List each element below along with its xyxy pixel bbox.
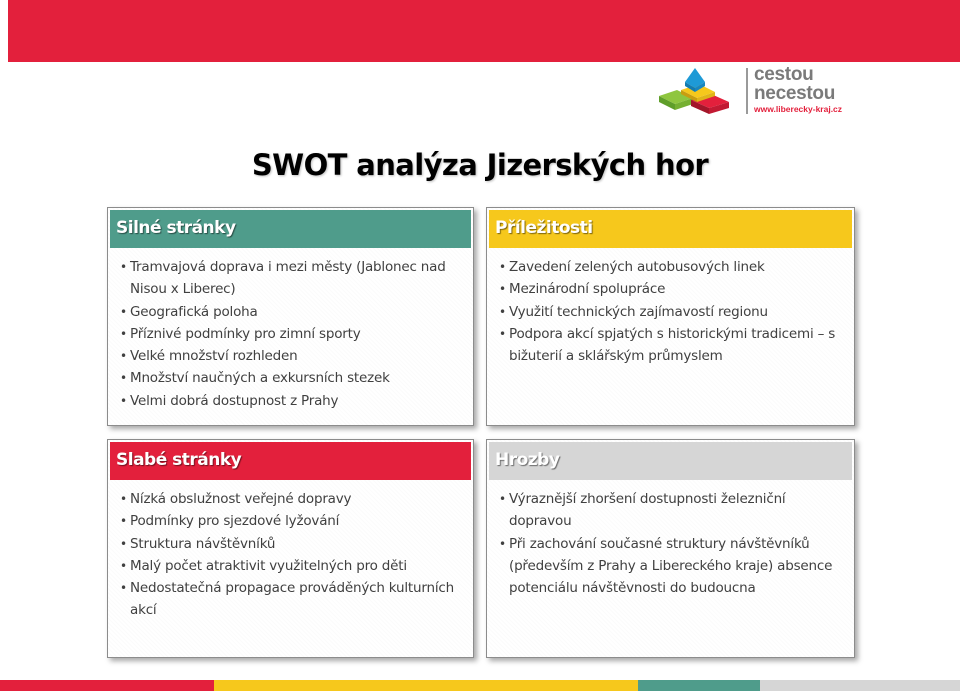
weaknesses-list (120, 488, 465, 622)
bottom-strip-red (0, 680, 214, 691)
list-item: • Podmínky pro sjezdové lyžování (120, 510, 465, 532)
opportunities-header (489, 210, 852, 248)
list-item: • Nízká obslužnost veřejné dopravy (120, 488, 465, 510)
bottom-strip-gray (760, 680, 960, 691)
strengths-body (120, 256, 465, 412)
list-item: • Velmi dobrá dostupnost z Prahy (120, 390, 465, 412)
opportunities-body (499, 256, 846, 367)
opportunities-box (486, 207, 855, 426)
logo-line-2: necestou (754, 83, 836, 104)
cestou-necestou-logo (655, 66, 860, 118)
list-item: • Zavedení zelených autobusových linek (499, 256, 846, 278)
list-item: • Tramvajová doprava i mezi městy (Jablonec nad Nisou x Liberec) (120, 256, 465, 301)
list-item: • Geografická poloha (120, 301, 465, 323)
strengths-header (110, 210, 471, 248)
list-item: • Výraznější zhoršení dostupnosti železniční dopravou (499, 488, 846, 533)
strengths-heading: Silné stránky (116, 218, 236, 238)
list-item: • Struktura návštěvníků (120, 533, 465, 555)
threats-body (499, 488, 846, 599)
list-item: • Při zachování současné struktury návštěvníků (především z Prahy a Libereckého kraje) absence potenciálu návštěvnosti do budoucna (499, 533, 846, 600)
stacked-cubes-logo-icon (655, 66, 737, 116)
weaknesses-box (107, 439, 474, 658)
logo-divider (746, 68, 748, 114)
list-item: • Množství naučných a exkursních stezek (120, 367, 465, 389)
list-item: • Podpora akcí spjatých s historickými tradicemi – s bižuterií a sklářským průmyslem (499, 323, 846, 368)
logo-line-1: cestou (754, 64, 814, 85)
opportunities-list (499, 256, 846, 367)
logo-wordmark (754, 66, 842, 115)
threats-list (499, 488, 846, 599)
list-item: • Příznivé podmínky pro zimní sporty (120, 323, 465, 345)
list-item: • Mezinárodní spolupráce (499, 278, 846, 300)
weaknesses-body (120, 488, 465, 622)
bottom-strip-yellow (214, 680, 638, 691)
logo-url: www.liberecky-kraj.cz (754, 104, 843, 114)
weaknesses-heading: Slabé stránky (116, 450, 242, 470)
page-title: SWOT analýza Jizerských hor (251, 148, 709, 182)
top-banner (8, 0, 960, 62)
threats-header (489, 442, 852, 480)
opportunities-heading: Příležitosti (495, 218, 593, 238)
strengths-list (120, 256, 465, 412)
bottom-strip-teal (638, 680, 760, 691)
list-item: • Nedostatečná propagace prováděných kulturních akcí (120, 577, 465, 622)
list-item: • Využití technických zajímavostí regionu (499, 301, 846, 323)
threats-heading: Hrozby (495, 450, 560, 470)
threats-box (486, 439, 855, 658)
list-item: • Velké množství rozhleden (120, 345, 465, 367)
list-item: • Malý počet atraktivit využitelných pro děti (120, 555, 465, 577)
weaknesses-header (110, 442, 471, 480)
strengths-box (107, 207, 474, 426)
